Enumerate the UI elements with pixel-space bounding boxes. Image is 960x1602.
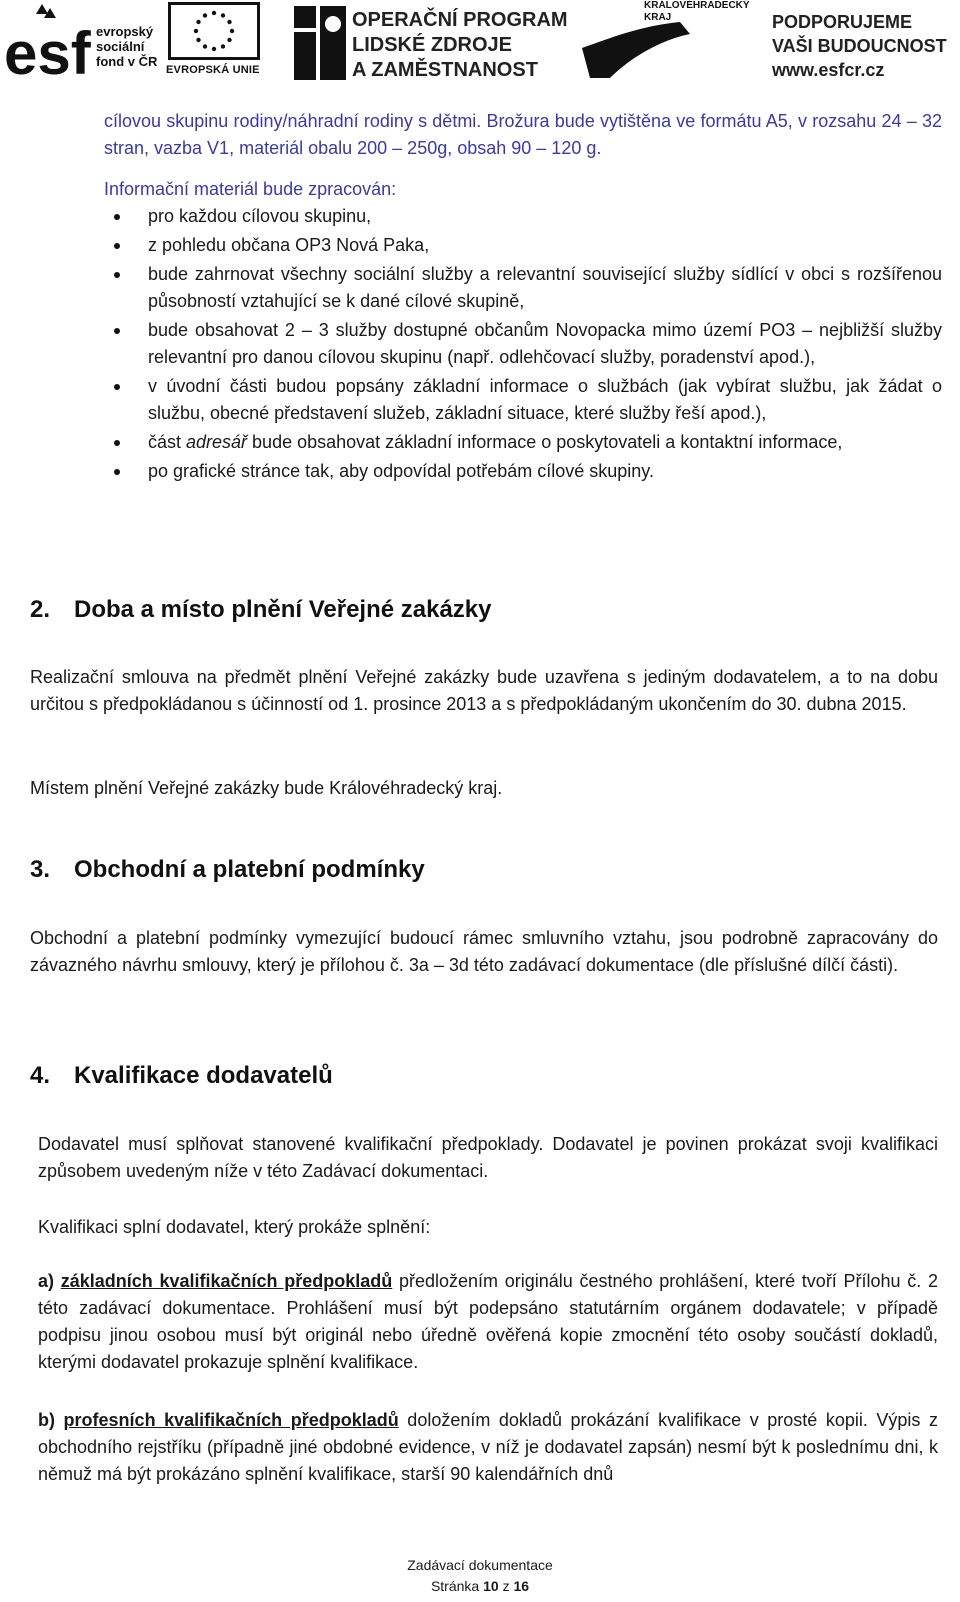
bullet-icon [114, 384, 120, 390]
section-heading: 4. Kvalifikace dodavatelů [30, 1062, 333, 1089]
section-paragraph: Obchodní a platební podmínky vymezující budoucí rámec smluvního vztahu, jsou podrobně zapracovány do závazného návrhu smlouvy, který je přílohou č. 3a – 3d této zadávací dokumentace (dle příslušné dílčí části). [30, 928, 938, 975]
bullet-icon [114, 328, 120, 334]
support-slogan: PODPORUJEME VAŠI BUDOUCNOST www.esfcr.cz [772, 12, 947, 80]
page-header [0, 0, 960, 92]
section-paragraph: Dodavatel musí splňovat stanovené kvalifikační předpoklady. Dodavatel je povinen prokázat svoji kvalifikaci způsobem uvedeným níže v této Zadávací dokumentaci. [38, 1134, 938, 1181]
page-number: Stránka 10 z 16 [430, 1578, 530, 1594]
list-item: z pohledu občana OP3 Nová Paka, [104, 232, 942, 259]
list-item: bude zahrnovat všechny sociální služby a relevantní související služby sídlící v obci s rozšířenou působností vztahující se k dané cílové skupině, [104, 261, 942, 315]
esf-label: evropský sociální fond v ČR [96, 24, 158, 69]
kraj-label: KRÁLOVÉHRADECKÝ KRAJ [644, 0, 750, 23]
section-heading: 3. Obchodní a platební podmínky [30, 856, 425, 883]
list-item: bude obsahovat 2 – 3 služby dostupné občanům Novopacka mimo území PO3 – nejbližší služby relevantní pro danou cílovou skupinu (např. odlehčovací služby, poradenství apod.), [104, 317, 942, 371]
list-item: část adresář bude obsahovat základní informace o poskytovateli a kontaktní informace, [104, 429, 942, 456]
section-heading: 2. Doba a místo plnění Veřejné zakázky [30, 596, 492, 623]
section-paragraph: Kvalifikaci splní dodavatel, který prokáže splnění: [38, 1217, 431, 1237]
bullet-icon [114, 272, 120, 278]
op-logo-icon [292, 4, 348, 82]
intro-paragraph: cílovou skupinu rodiny/náhradní rodiny s dětmi. Brožura bude vytištěna ve formátu A5, v rozsahu 24 – 32 stran, vazba V1, materiál obalu 200 – 250g, obsah 90 – 120 g. [104, 111, 942, 158]
list-item: pro každou cílovou skupinu, [104, 203, 942, 230]
qualification-b: b) profesních kvalifikačních předpokladů doložením dokladů prokázání kvalifikace v prosté kopii. Výpis z obchodního rejstříku (případně jiné obdobné evidence, v níž je dodavatel zapsán) nesmí být k poslednímu dni, k němuž má být prokázáno splnění kvalifikace, starší 90 kalendářních dnů [38, 1410, 938, 1484]
list-heading: Informační materiál bude zpracován: [104, 179, 397, 199]
list-item: po grafické stránce tak, aby odpovídal potřebám cílové skupiny. [104, 458, 942, 485]
qualification-a: a) základních kvalifikačních předpokladů předložením originálu čestného prohlášení, které tvoří Přílohu č. 2 této zadávací dokumentace. Prohlášení musí být podepsáno statutárním orgánem dodavatele; v případě podpisu jinou osobou musí být originál nebo úředně ověřená kopie zmocnění této osoby součástí dokladů, kterými dodavatel prokazuje splnění kvalifikace. [38, 1271, 939, 1372]
bullet-icon [114, 214, 120, 220]
bullet-icon [114, 243, 120, 249]
section-paragraph: Místem plnění Veřejné zakázky bude Královéhradecký kraj. [30, 778, 503, 798]
svg-text:esf: esf [4, 20, 91, 82]
list-item: v úvodní části budou popsány základní informace o službách (jak vybírat službu, jak žádat o službu, obecné představení služeb, základní situace, které služby řeší apod.), [104, 373, 942, 427]
bullet-icon [114, 440, 120, 446]
footer-doc-title: Zadávací dokumentace [407, 1557, 553, 1573]
eu-label: EVROPSKÁ UNIE [166, 64, 260, 76]
eu-flag-icon [168, 2, 260, 60]
section-paragraph: Realizační smlouva na předmět plnění Veřejné zakázky bude uzavřena s jediným dodavatelem, a to na dobu určitou s předpokládanou s účinností od 1. prosince 2013 a s předpokládaným ukončením do 30. dubna 2015. [30, 667, 938, 714]
requirements-list [104, 203, 942, 487]
op-program-title: OPERAČNÍ PROGRAM LIDSKÉ ZDROJE A ZAMĚSTNANOST [352, 9, 568, 81]
bullet-icon [114, 469, 120, 475]
esf-logo-icon [2, 2, 94, 82]
